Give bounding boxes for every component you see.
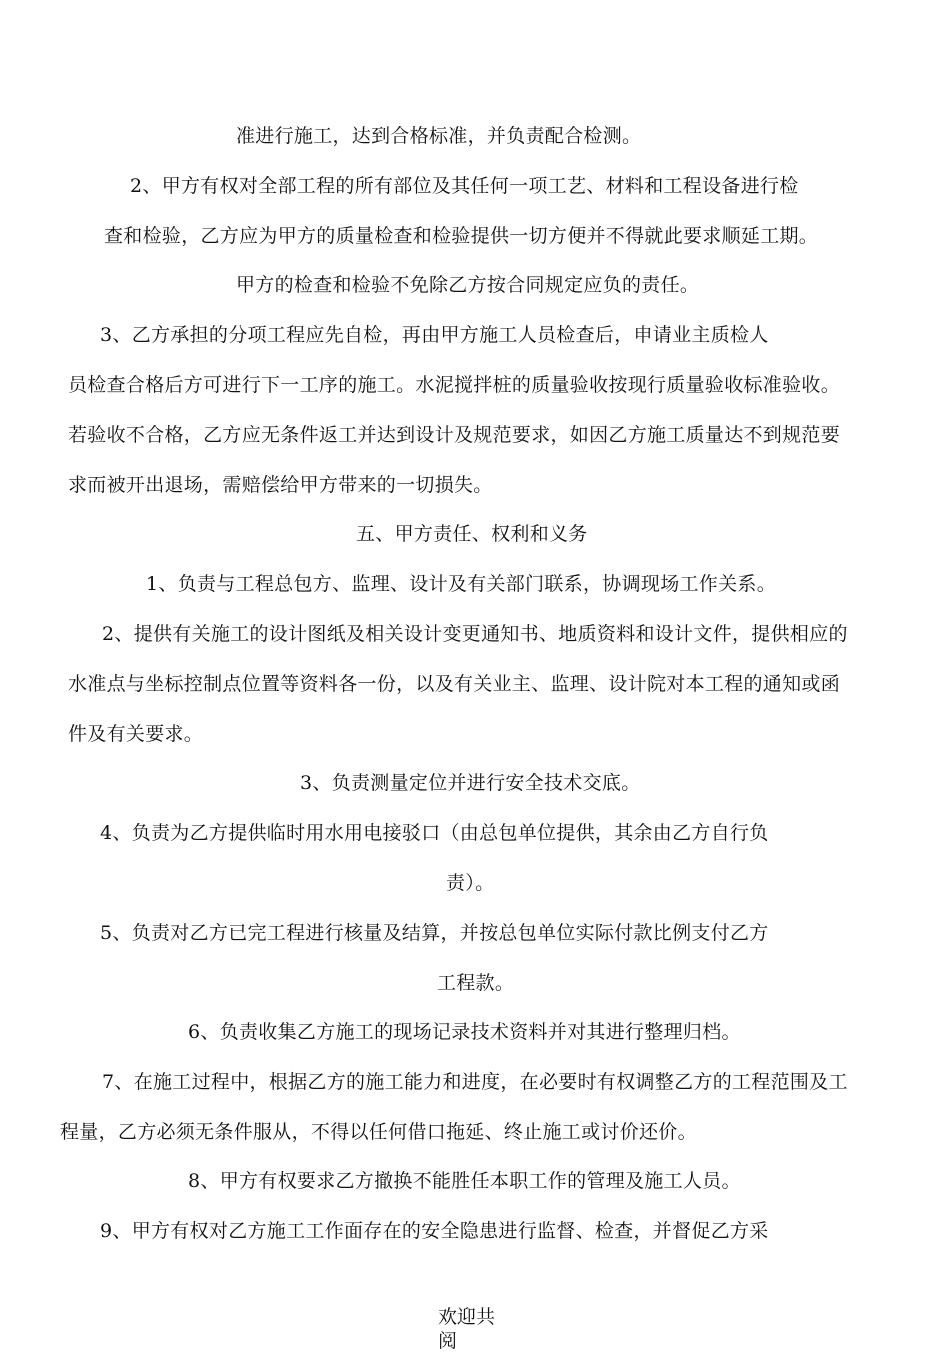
text-line: 甲方的检查和检验不免除乙方按合同规定应负的责任。 [236,274,700,296]
section-heading: 五、甲方责任、权利和义务 [356,523,588,545]
text-line: 若验收不合格，乙方应无条件返工并达到设计及规范要求，如因乙方施工质量达不到规范要 [68,424,841,446]
text-line: 2、提供有关施工的设计图纸及相关设计变更通知书、地质资料和设计文件，提供相应的 [102,623,848,645]
text-line: 1、负责与工程总包方、监理、设计及有关部门联系，协调现场工作关系。 [146,573,776,595]
text-line: 3、负责测量定位并进行安全技术交底。 [300,772,641,794]
text-line: 2、甲方有权对全部工程的所有部位及其任何一项工艺、材料和工程设备进行检 [130,175,799,197]
text-line: 6、负责收集乙方施工的现场记录技术资料并对其进行整理归档。 [188,1021,741,1043]
text-line: 9、甲方有权对乙方施工工作面存在的安全隐患进行监督、检查，并督促乙方采 [100,1220,769,1242]
text-line: 责）。 [446,872,495,894]
text-line: 水准点与坐标控制点位置等资料各一份，以及有关业主、监理、设计院对本工程的通知或函 [68,673,841,695]
text-line: 求而被开出退场，需赔偿给甲方带来的一切损失。 [68,474,493,496]
text-line: 程量，乙方必须无条件服从，不得以任何借口拖延、终止施工或讨价还价。 [60,1121,697,1143]
footer-line: 欢迎共 [438,1306,496,1328]
text-line: 件及有关要求。 [68,723,204,745]
text-line: 员检查合格后方可进行下一工序的施工。水泥搅拌桩的质量验收按现行质量验收标准验收。 [68,374,841,396]
page-footer [438,1305,495,1353]
text-line: 准进行施工，达到合格标准，并负责配合检测。 [236,125,642,147]
text-line: 4、负责为乙方提供临时用水用电接驳口（由总包单位提供，其余由乙方自行负 [100,822,769,844]
text-line: 工程款。 [437,972,515,994]
text-line: 5、负责对乙方已完工程进行核量及结算，并按总包单位实际付款比例支付乙方 [100,922,769,944]
text-line: 8、甲方有权要求乙方撤换不能胜任本职工作的管理及施工人员。 [188,1170,741,1192]
text-line: 7、在施工过程中，根据乙方的施工能力和进度，在必要时有权调整乙方的工程范围及工 [102,1071,848,1093]
footer-line: 阅 [438,1330,458,1352]
text-line: 3、乙方承担的分项工程应先自检，再由甲方施工人员检查后，申请业主质检人 [100,324,769,346]
text-line: 查和检验，乙方应为甲方的质量检查和检验提供一切方便并不得就此要求顺延工期。 [104,225,819,247]
